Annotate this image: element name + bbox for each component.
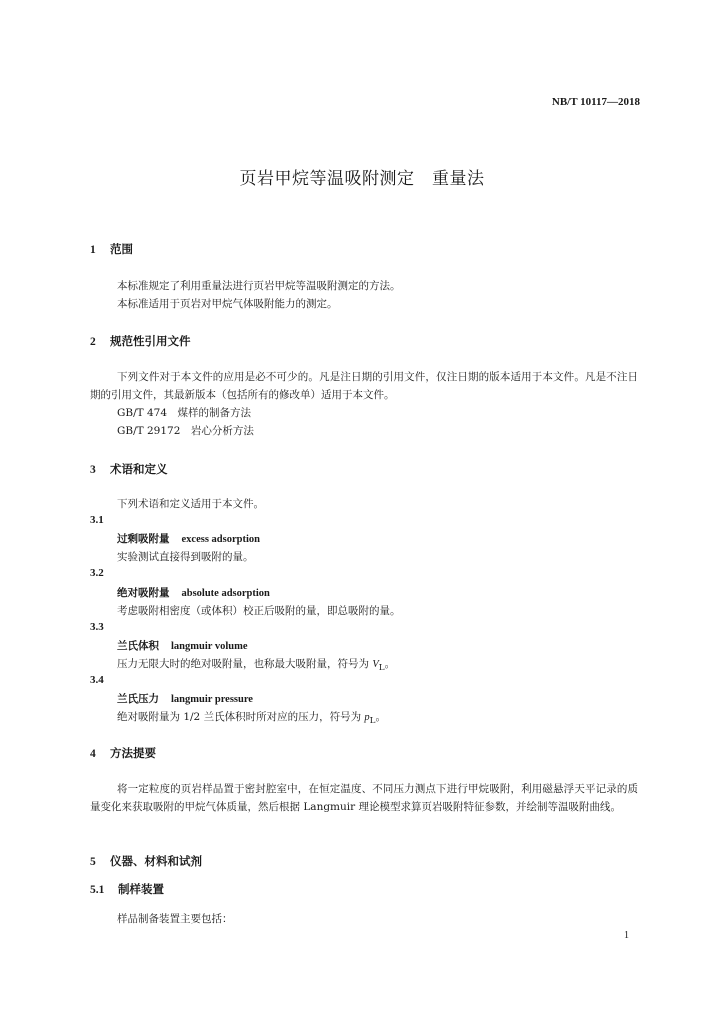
term-heading <box>117 691 253 706</box>
section-title: 方法提要 <box>110 746 156 760</box>
section-heading-3 <box>90 461 168 477</box>
term-zh: 绝对吸附量 <box>117 587 170 599</box>
term-zh: 兰氏压力 <box>117 693 159 705</box>
term-heading <box>117 638 248 653</box>
paragraph: 将一定粒度的页岩样品置于密封腔室中，在恒定温度、不同压力测点下进行甲烷吸附，利用磁悬浮天平记录的质量变化来获取吸附的甲烷气体质量，然后根据 Langmuir 理论模型求算页岩吸附特征参数，并绘制等温吸附曲线。 <box>90 783 638 813</box>
subsection-title: 制样装置 <box>118 882 164 896</box>
term-number: 3.1 <box>90 514 104 526</box>
page-number: 1 <box>624 930 629 941</box>
section-heading-1 <box>90 241 133 257</box>
paragraph: 本标准适用于页岩对甲烷气体吸附能力的测定。 <box>117 298 338 310</box>
section-number: 4 <box>90 748 96 760</box>
section-title: 范围 <box>110 242 133 256</box>
term-definition: 压力无限大时的绝对吸附量，也称最大吸附量，符号为 $V_L$。 <box>117 658 396 674</box>
section-number: 2 <box>90 336 96 348</box>
term-heading <box>117 531 260 546</box>
term-definition: 绝对吸附量为 1/2 兰氏体积时所对应的压力，符号为 $p_L$。 <box>117 711 386 727</box>
document-title: 页岩甲烷等温吸附测定 重量法 <box>239 169 485 189</box>
section-number: 3 <box>90 464 96 476</box>
symbol-subscript: L <box>378 663 385 674</box>
term-en: excess adsorption <box>181 534 260 545</box>
term-number: 3.3 <box>90 621 104 633</box>
term-definition: 考虑吸附相密度（或体积）校正后吸附的量，即总吸附的量。 <box>117 605 401 617</box>
subsection-heading-5-1 <box>90 881 164 897</box>
section-number: 1 <box>90 244 96 256</box>
subsection-number: 5.1 <box>90 884 105 896</box>
term-heading <box>117 585 270 600</box>
paragraph: 下列术语和定义适用于本文件。 <box>117 498 264 510</box>
term-number: 3.2 <box>90 567 104 579</box>
term-zh: 兰氏体积 <box>117 640 159 652</box>
symbol: V <box>372 659 379 670</box>
symbol: p <box>364 712 370 723</box>
paragraph: 样品制备装置主要包括： <box>117 913 233 925</box>
paragraph: 本标准规定了利用重量法进行页岩甲烷等温吸附测定的方法。 <box>117 280 401 292</box>
section-heading-4 <box>90 745 156 761</box>
term-definition: 实验测试直接得到吸附的量。 <box>117 551 254 563</box>
standard-number: NB/T 10117—2018 <box>551 96 640 108</box>
section-title: 仪器、材料和试剂 <box>110 854 202 868</box>
section-number: 5 <box>90 856 96 868</box>
symbol-subscript: L <box>369 716 376 727</box>
reference-item: GB/T 29172 岩心分析方法 <box>117 425 254 437</box>
section-title: 术语和定义 <box>110 462 168 476</box>
term-zh: 过剩吸附量 <box>117 533 170 545</box>
term-number: 3.4 <box>90 674 104 686</box>
reference-item: GB/T 474 煤样的制备方法 <box>117 407 252 419</box>
paragraph: 下列文件对于本文件的应用是必不可少的。凡是注日期的引用文件，仅注日期的版本适用于本文件。凡是不注日期的引用文件，其最新版本（包括所有的修改单）适用于本文件。 <box>90 371 638 401</box>
term-en: langmuir volume <box>171 641 248 652</box>
section-heading-5 <box>90 853 202 869</box>
term-en: langmuir pressure <box>171 694 253 705</box>
term-en: absolute adsorption <box>181 588 270 599</box>
section-heading-2 <box>90 333 191 349</box>
section-title: 规范性引用文件 <box>110 334 191 348</box>
